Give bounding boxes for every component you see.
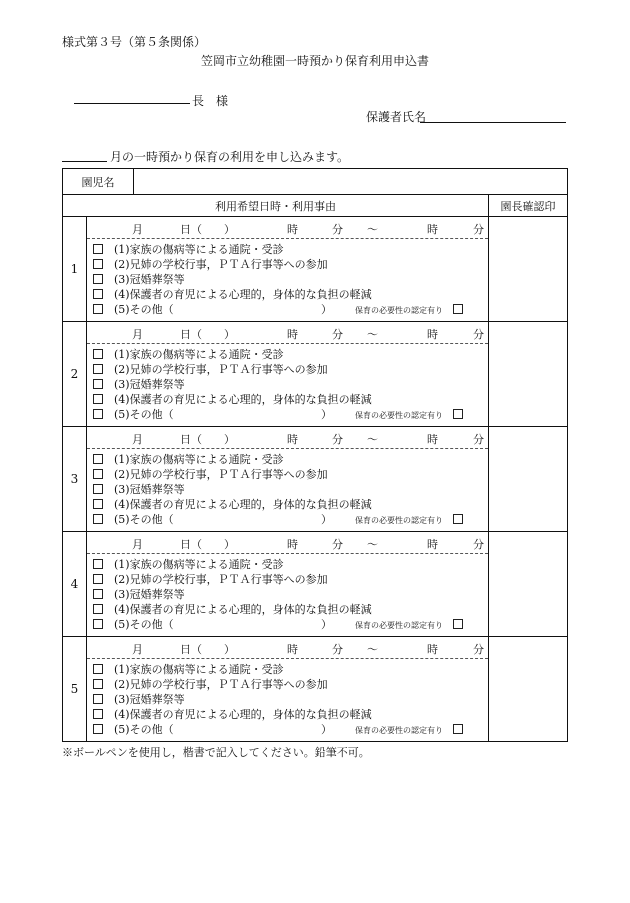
reason-checkbox[interactable] [93, 604, 103, 614]
time-month: 月 [132, 328, 143, 341]
time-minute: 分 [332, 223, 343, 236]
reason-checkbox[interactable] [93, 349, 103, 359]
list-item [93, 512, 484, 527]
other-paren-close: ） [321, 513, 332, 526]
reason-label: (3)冠婚葬祭等 [114, 483, 185, 496]
reason-checkbox[interactable] [93, 559, 103, 569]
reason-options [93, 452, 484, 527]
reason-checkbox[interactable] [93, 259, 103, 269]
time-paren-close: ） [224, 643, 235, 656]
time-tilde: ～ [367, 433, 378, 446]
list-item [93, 497, 484, 512]
reason-label: (3)冠婚葬祭等 [114, 693, 185, 706]
reason-checkbox[interactable] [93, 589, 103, 599]
other-paren-close: ） [321, 408, 332, 421]
list-item [93, 347, 484, 362]
reason-checkbox[interactable] [93, 694, 103, 704]
time-hour-end: 時 [427, 433, 438, 446]
list-item [93, 242, 484, 257]
time-paren-close: ） [224, 538, 235, 551]
time-day: 日（ [180, 223, 202, 236]
list-item [93, 287, 484, 302]
care-need-checkbox[interactable] [453, 514, 463, 524]
entry-number: 4 [63, 532, 87, 637]
reason-checkbox[interactable] [93, 394, 103, 404]
datetime-line[interactable] [87, 217, 488, 239]
reason-label: (5)その他（ [114, 618, 174, 631]
care-need-label: 保育の必要性の認定有り [355, 726, 443, 735]
time-tilde: ～ [367, 643, 378, 656]
list-item [93, 662, 484, 677]
care-need-checkbox[interactable] [453, 304, 463, 314]
list-item [93, 557, 484, 572]
reason-label: (4)保護者の育児による心理的，身体的な負担の軽減 [114, 498, 372, 511]
other-paren-close: ） [321, 303, 332, 316]
time-hour: 時 [287, 223, 298, 236]
reason-checkbox[interactable] [93, 304, 103, 314]
datetime-line[interactable] [87, 532, 488, 554]
time-hour-end: 時 [427, 538, 438, 551]
entry-body [87, 322, 489, 427]
reason-options [93, 557, 484, 632]
time-month: 月 [132, 433, 143, 446]
reason-checkbox[interactable] [93, 724, 103, 734]
time-tilde: ～ [367, 328, 378, 341]
reason-label: (2)兄姉の学校行事，ＰＴＡ行事等への参加 [114, 573, 328, 586]
list-item [93, 392, 484, 407]
entry-body [87, 532, 489, 637]
child-name-label: 園児名 [81, 175, 115, 189]
time-minute: 分 [332, 328, 343, 341]
reason-label: (1)家族の傷病等による通院・受診 [114, 453, 284, 466]
list-item [93, 677, 484, 692]
reason-label: (5)その他（ [114, 513, 174, 526]
entry-number: 1 [63, 217, 87, 322]
entry-number: 5 [63, 637, 87, 742]
list-item [93, 302, 484, 317]
reason-label: (1)家族の傷病等による通院・受診 [114, 558, 284, 571]
reason-options [93, 347, 484, 422]
time-day: 日（ [180, 538, 202, 551]
other-paren-close: ） [321, 723, 332, 736]
time-minute-end: 分 [473, 538, 484, 551]
entry-body [87, 637, 489, 742]
time-hour: 時 [287, 328, 298, 341]
footnote: ※ボールペンを使用し，楷書で記入してください。鉛筆不可。 [62, 746, 370, 759]
reason-checkbox[interactable] [93, 274, 103, 284]
time-month: 月 [132, 538, 143, 551]
care-need-checkbox[interactable] [453, 619, 463, 629]
table-row [63, 427, 568, 532]
request-column-header: 利用希望日時・利用事由 [63, 195, 489, 217]
time-tilde: ～ [367, 538, 378, 551]
reason-label: (5)その他（ [114, 303, 174, 316]
table-row [63, 217, 568, 322]
document-title: 笠岡市立幼稚園一時預かり保育利用申込書 [200, 54, 429, 68]
time-day: 日（ [180, 433, 202, 446]
table-header-row [63, 195, 568, 217]
list-item [93, 692, 484, 707]
reason-label: (2)兄姉の学校行事，ＰＴＡ行事等への参加 [114, 468, 328, 481]
care-need-certified [355, 408, 463, 423]
child-name-divider [133, 169, 134, 194]
time-day: 日（ [180, 328, 202, 341]
entry-number: 3 [63, 427, 87, 532]
time-minute-end: 分 [473, 433, 484, 446]
time-day: 日（ [180, 643, 202, 656]
care-need-checkbox[interactable] [453, 409, 463, 419]
table-row [63, 637, 568, 742]
guardian-name-label: 保護者氏名 [366, 110, 427, 124]
reason-label: (5)その他（ [114, 408, 174, 421]
list-item [93, 377, 484, 392]
reason-options [93, 242, 484, 317]
entry-body [87, 427, 489, 532]
datetime-line[interactable] [87, 322, 488, 344]
reason-label: (4)保護者の育児による心理的，身体的な負担の軽減 [114, 288, 372, 301]
table-row [63, 322, 568, 427]
reason-label: (4)保護者の育児による心理的，身体的な負担の軽減 [114, 393, 372, 406]
list-item [93, 452, 484, 467]
principal-seal-cell[interactable] [489, 532, 568, 637]
reason-checkbox[interactable] [93, 244, 103, 254]
list-item [93, 482, 484, 497]
list-item [93, 362, 484, 377]
intro-text: 月の一時預かり保育の利用を申し込みます。 [110, 150, 350, 164]
principal-seal-cell[interactable] [489, 322, 568, 427]
reason-checkbox[interactable] [93, 364, 103, 374]
time-minute-end: 分 [473, 223, 484, 236]
time-minute: 分 [332, 538, 343, 551]
reason-label: (1)家族の傷病等による通院・受診 [114, 243, 284, 256]
care-need-label: 保育の必要性の認定有り [355, 621, 443, 630]
month-blank-line[interactable] [62, 161, 107, 162]
datetime-line[interactable] [87, 637, 488, 659]
time-paren-close: ） [224, 328, 235, 341]
application-table [62, 168, 568, 742]
reason-label: (1)家族の傷病等による通院・受診 [114, 663, 284, 676]
reason-options [93, 662, 484, 737]
datetime-line[interactable] [87, 427, 488, 449]
child-name-field[interactable] [87, 169, 568, 195]
time-hour: 時 [287, 643, 298, 656]
reason-checkbox[interactable] [93, 454, 103, 464]
time-hour-end: 時 [427, 223, 438, 236]
reason-checkbox[interactable] [93, 484, 103, 494]
guardian-name-blank-line[interactable] [420, 122, 566, 123]
list-item [93, 407, 484, 422]
reason-label: (2)兄姉の学校行事，ＰＴＡ行事等への参加 [114, 678, 328, 691]
reason-checkbox[interactable] [93, 664, 103, 674]
care-need-certified [355, 513, 463, 528]
list-item [93, 707, 484, 722]
list-item [93, 572, 484, 587]
list-item [93, 617, 484, 632]
confirm-column-header: 園長確認印 [489, 195, 568, 217]
care-need-label: 保育の必要性の認定有り [355, 516, 443, 525]
reason-label: (1)家族の傷病等による通院・受診 [114, 348, 284, 361]
reason-label: (4)保護者の育児による心理的，身体的な負担の軽減 [114, 708, 372, 721]
time-hour-end: 時 [427, 643, 438, 656]
care-need-certified [355, 618, 463, 633]
time-month: 月 [132, 223, 143, 236]
reason-label: (5)その他（ [114, 723, 174, 736]
reason-checkbox[interactable] [93, 469, 103, 479]
time-paren-close: ） [224, 223, 235, 236]
list-item [93, 467, 484, 482]
reason-label: (2)兄姉の学校行事，ＰＴＡ行事等への参加 [114, 258, 328, 271]
principal-seal-cell[interactable] [489, 427, 568, 532]
reason-checkbox[interactable] [93, 499, 103, 509]
list-item [93, 272, 484, 287]
reason-checkbox[interactable] [93, 514, 103, 524]
reason-checkbox[interactable] [93, 289, 103, 299]
care-need-certified [355, 723, 463, 738]
entry-body [87, 217, 489, 322]
table-row [63, 532, 568, 637]
care-need-label: 保育の必要性の認定有り [355, 306, 443, 315]
reason-checkbox[interactable] [93, 379, 103, 389]
reason-checkbox[interactable] [93, 619, 103, 629]
child-name-label-cell [63, 169, 115, 195]
reason-label: (3)冠婚葬祭等 [114, 273, 185, 286]
time-tilde: ～ [367, 223, 378, 236]
addressee-blank-line[interactable] [74, 103, 190, 104]
time-minute-end: 分 [473, 643, 484, 656]
time-month: 月 [132, 643, 143, 656]
reason-label: (3)冠婚葬祭等 [114, 588, 185, 601]
time-minute-end: 分 [473, 328, 484, 341]
time-minute: 分 [332, 433, 343, 446]
principal-seal-cell[interactable] [489, 217, 568, 322]
reason-checkbox[interactable] [93, 574, 103, 584]
reason-label: (3)冠婚葬祭等 [114, 378, 185, 391]
time-hour: 時 [287, 538, 298, 551]
time-paren-close: ） [224, 433, 235, 446]
list-item [93, 257, 484, 272]
time-hour-end: 時 [427, 328, 438, 341]
child-name-row [63, 169, 568, 195]
reason-label: (2)兄姉の学校行事，ＰＴＡ行事等への参加 [114, 363, 328, 376]
reason-checkbox[interactable] [93, 709, 103, 719]
form-number: 様式第３号（第５条関係） [62, 35, 207, 49]
list-item [93, 602, 484, 617]
other-paren-close: ） [321, 618, 332, 631]
list-item [93, 722, 484, 737]
principal-seal-cell[interactable] [489, 637, 568, 742]
entry-number: 2 [63, 322, 87, 427]
time-minute: 分 [332, 643, 343, 656]
reason-checkbox[interactable] [93, 409, 103, 419]
care-need-checkbox[interactable] [453, 724, 463, 734]
reason-label: (4)保護者の育児による心理的，身体的な負担の軽減 [114, 603, 372, 616]
list-item [93, 587, 484, 602]
reason-checkbox[interactable] [93, 679, 103, 689]
care-need-label: 保育の必要性の認定有り [355, 411, 443, 420]
care-need-certified [355, 303, 463, 318]
addressee-suffix: 長 様 [192, 94, 229, 108]
time-hour: 時 [287, 433, 298, 446]
